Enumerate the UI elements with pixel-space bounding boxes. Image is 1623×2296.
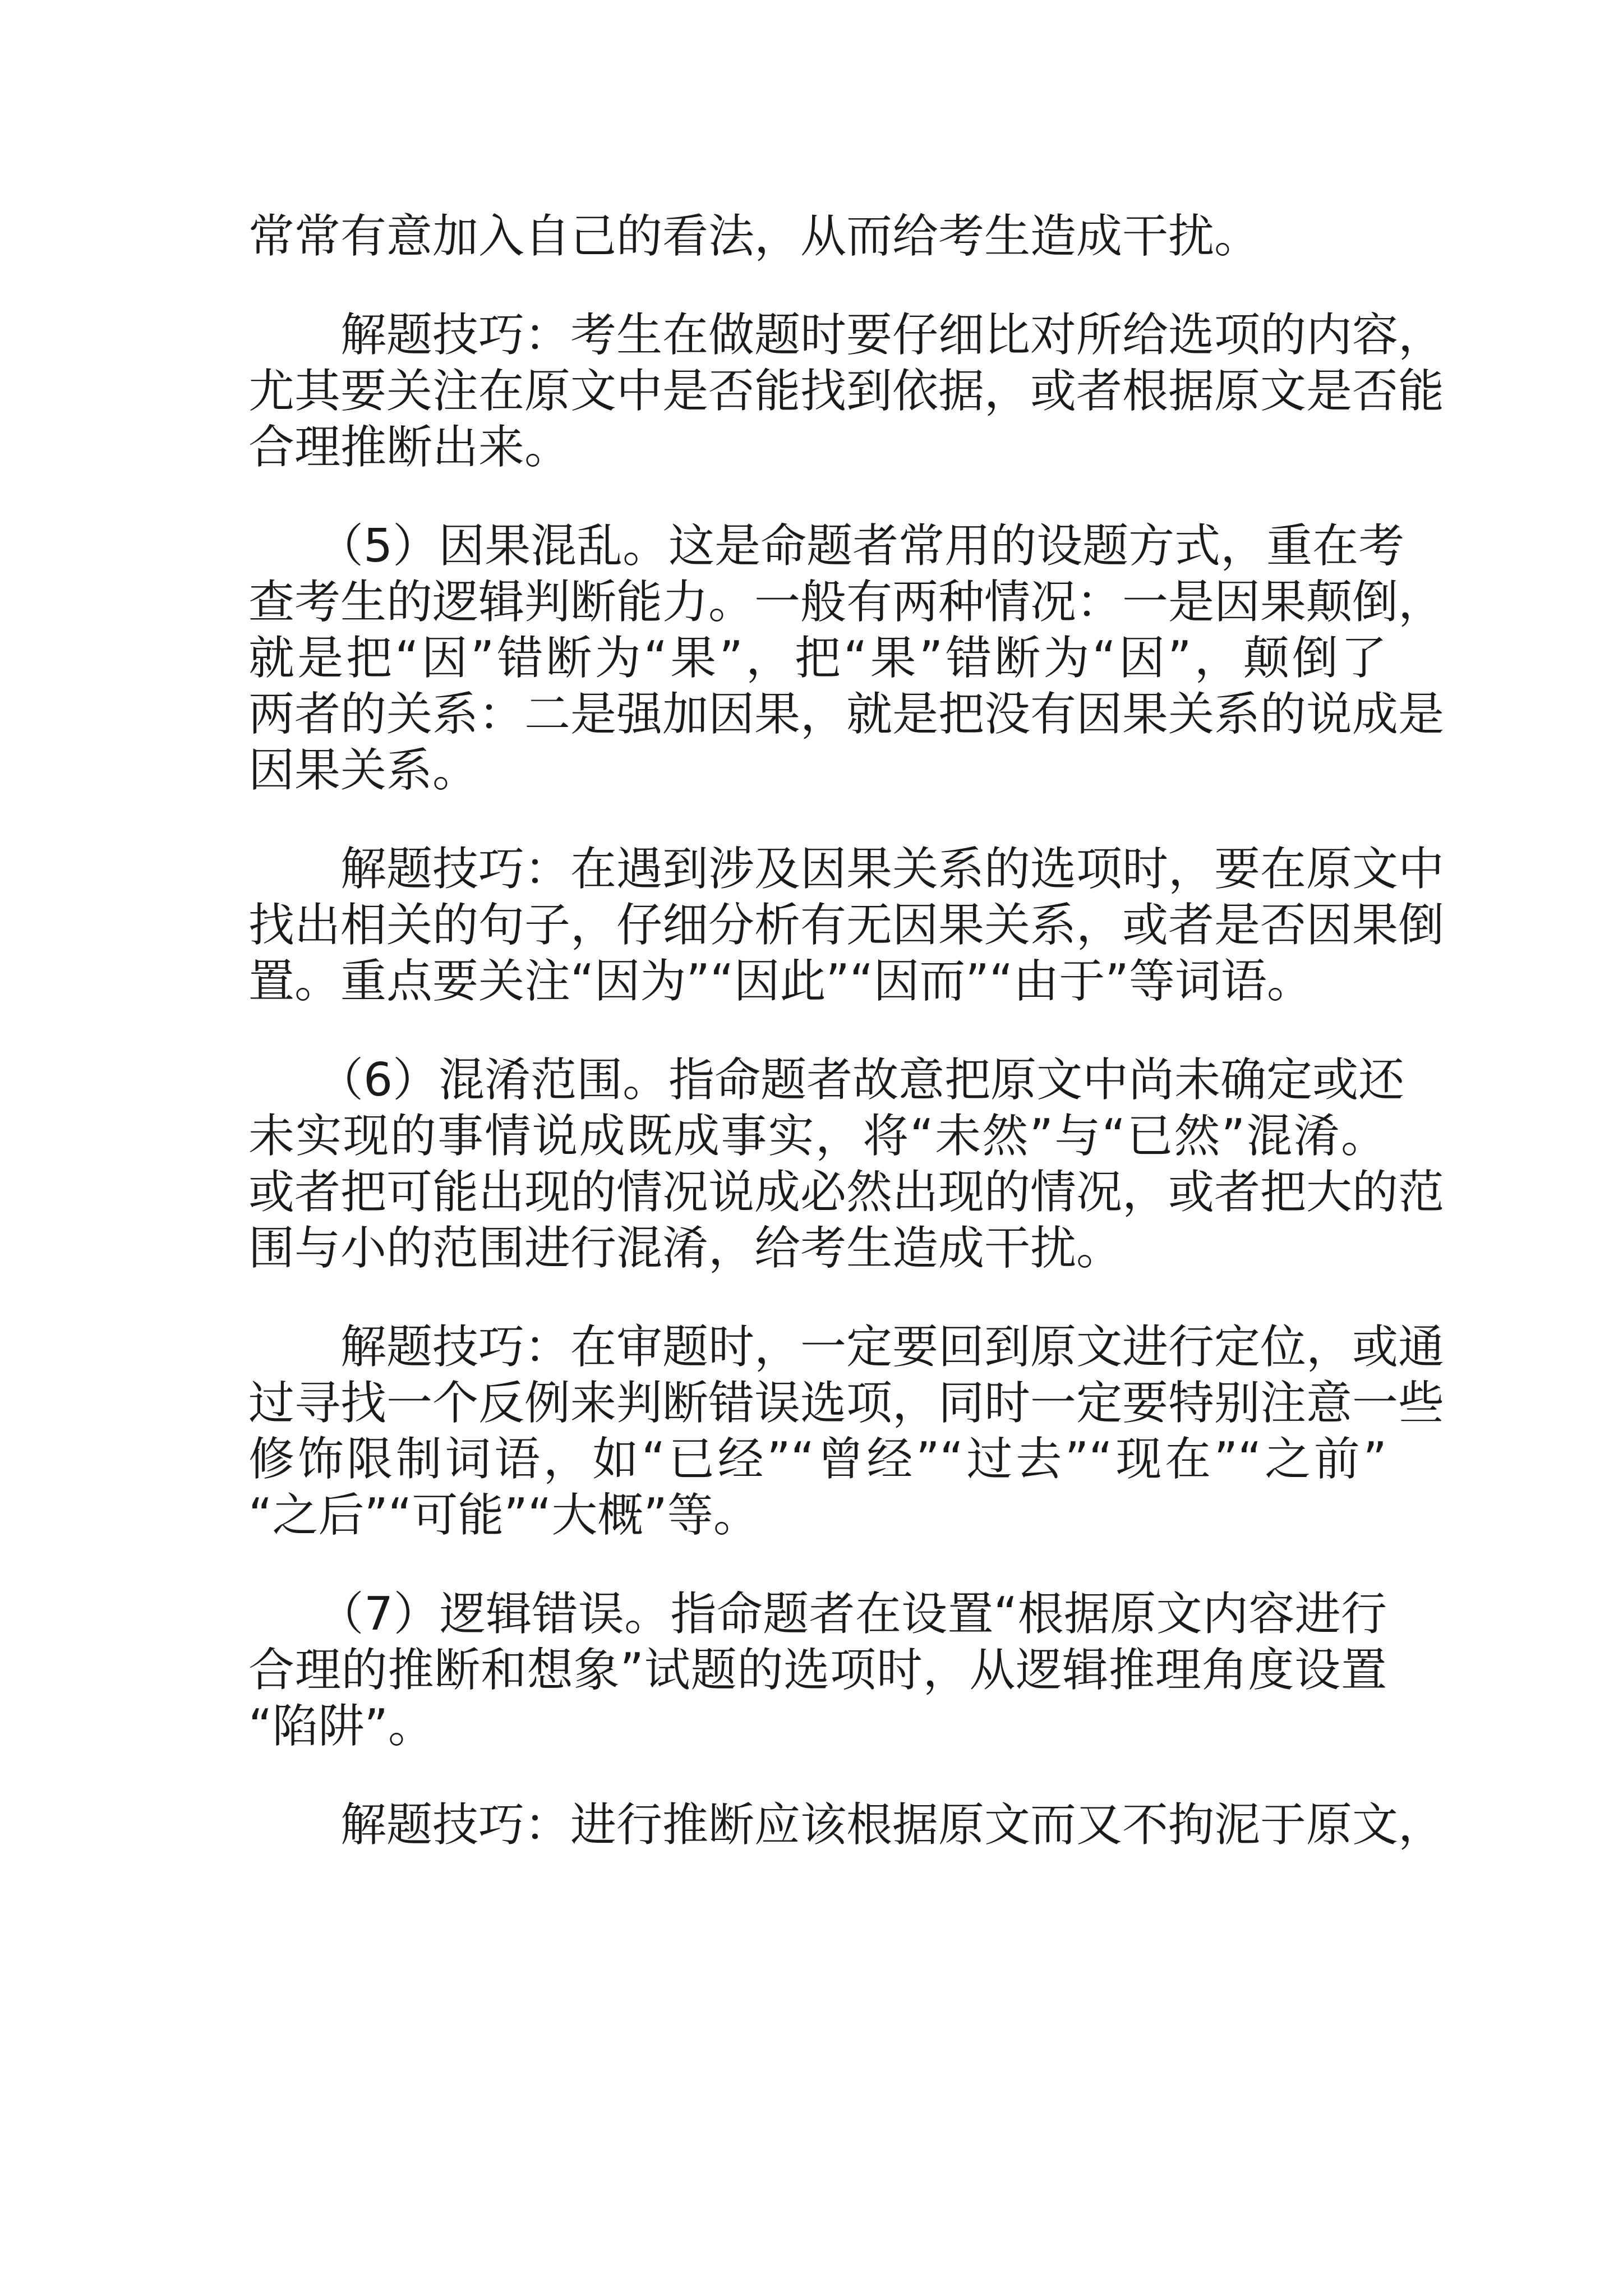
paragraph-line: （5）因果混乱。这是命题者常用的设题方式，重在考 <box>248 519 1405 573</box>
paragraph-line: 合理推断出来。 <box>248 421 571 474</box>
paragraph-line: 解题技巧：在遇到涉及因果关系的选项时，要在原文中 <box>248 843 1445 896</box>
paragraph-line: 或者把可能出现的情况说成必然出现的情况，或者把大的范 <box>248 1166 1445 1219</box>
paragraph-line: 找出相关的句子，仔细分析有无因果关系，或者是否因果倒 <box>248 899 1445 952</box>
paragraph-line: 查考生的逻辑判断能力。一般有两种情况：一是因果颠倒， <box>248 576 1445 629</box>
paragraph-line: （6）混淆范围。指命题者故意把原文中尚未确定或还 <box>248 1053 1405 1107</box>
paragraph-line: “陷阱”。 <box>248 1700 434 1753</box>
paragraph-line: 解题技巧：在审题时，一定要回到原文进行定位，或通 <box>248 1320 1445 1374</box>
paragraph-line: 尤其要关注在原文中是否能找到依据，或者根据原文是否能 <box>248 365 1445 418</box>
paragraph-line: 合理的推断和想象”试题的选项时，从逻辑推理角度设置 <box>248 1644 1387 1697</box>
paragraph-line: （7）逻辑错误。指命题者在设置“根据原文内容进行 <box>248 1588 1387 1641</box>
paragraph-line: 置。重点要关注“因为”“因此”“因而”“由于”等词语。 <box>248 955 1313 1008</box>
paragraph-line: 围与小的范围进行混淆，给考生造成干扰。 <box>248 1222 1123 1275</box>
paragraph-line: 常常有意加入自己的看法，从而给考生造成干扰。 <box>248 210 1261 263</box>
paragraph-line: 解题技巧：考生在做题时要仔细比对所给选项的内容， <box>248 309 1445 362</box>
paragraph-line: 就是把“因”错断为“果”，把“果”错断为“因”，颠倒了 <box>248 632 1387 685</box>
paragraph-line: 因果关系。 <box>248 744 479 797</box>
paragraph-line: 过寻找一个反例来判断错误选项，同时一定要特别注意一些 <box>248 1377 1445 1430</box>
paragraph-line: 修饰限制词语，如“已经”“曾经”“过去”“现在”“之前” <box>248 1433 1387 1486</box>
paragraph-line: 未实现的事情说成既成事实，将“未然”与“已然”混淆。 <box>248 1110 1387 1163</box>
paragraph-line: 解题技巧：进行推断应该根据原文而又不拘泥于原文， <box>248 1798 1445 1852</box>
paragraph-line: “之后”“可能”“大概”等。 <box>248 1489 759 1542</box>
paragraph-line: 两者的关系：二是强加因果，就是把没有因果关系的说成是 <box>248 688 1445 741</box>
document-body <box>248 209 1445 1853</box>
